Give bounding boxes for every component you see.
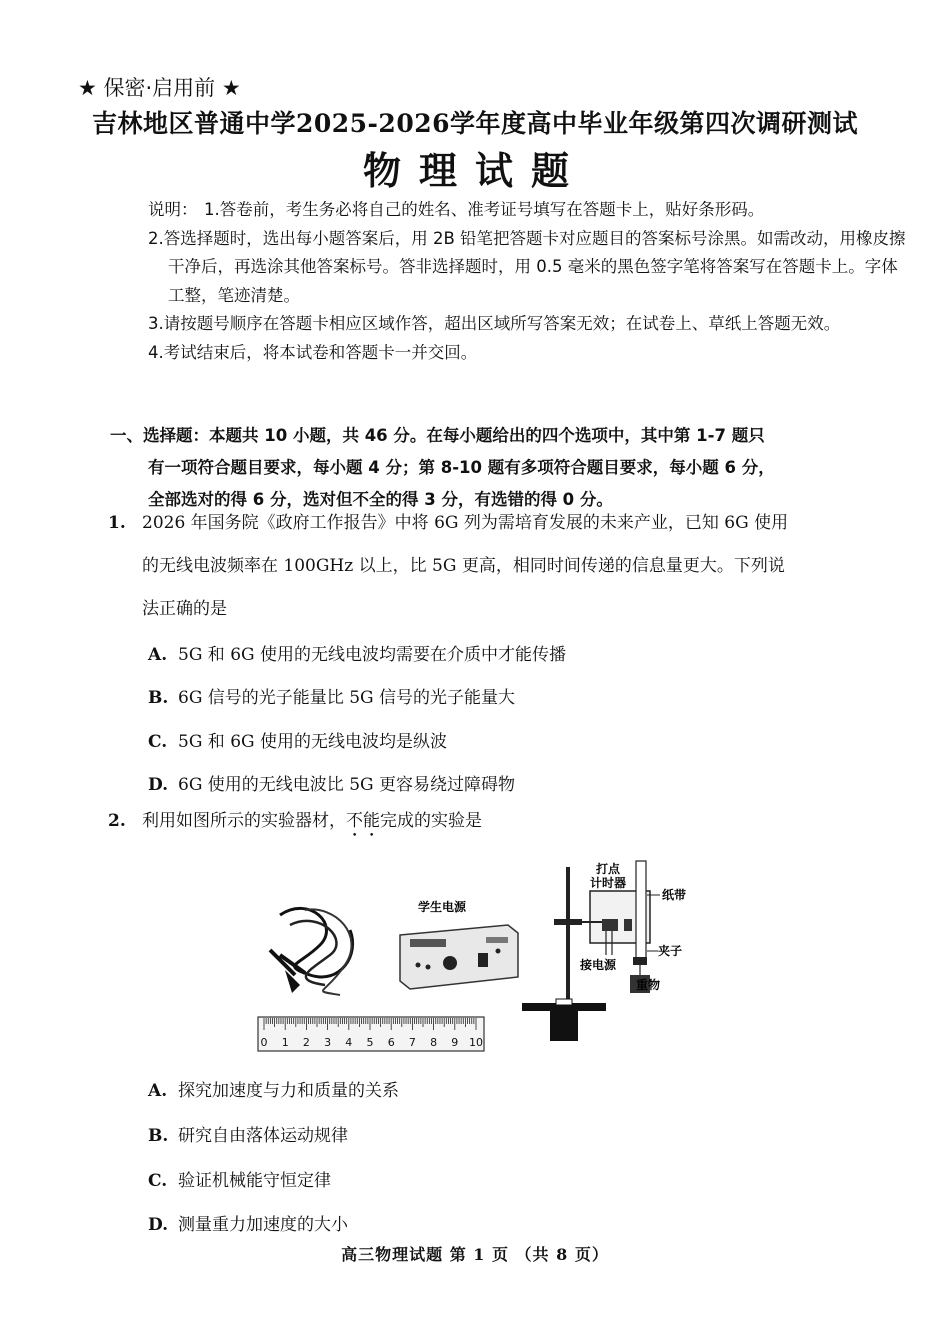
- question-text: 法正确的是: [142, 599, 227, 619]
- question-text: 2026 年国务院《政府工作报告》中将 6G 列为需培育发展的未来产业，已知 6G 使用: [142, 513, 789, 533]
- ruler-tick-label: 7: [408, 1036, 416, 1049]
- clip-label: 夹子: [658, 944, 683, 958]
- ruler-tick-label: 6: [387, 1036, 395, 1049]
- power-connection-label: 接电源: [580, 958, 617, 972]
- power-supply-image: [400, 925, 518, 989]
- section-line: 有一项符合题目要求，每小题 4 分；第 8-10 题有多项符合题目要求，每小题 6 分，: [148, 458, 775, 477]
- weight-label: 重物: [636, 978, 661, 992]
- q1-option-d: D. 6G 使用的无线电波比 5G 更容易绕过障碍物: [148, 775, 516, 795]
- q1-option-c: C. 5G 和 6G 使用的无线电波均是纵波: [148, 732, 448, 752]
- question-2: [108, 800, 868, 843]
- ruler-tick-label: 1: [281, 1036, 289, 1049]
- q2-option-a: A. 探究加速度与力和质量的关系: [148, 1081, 399, 1101]
- exam-title: 吉林地区普通中学2025-2026学年度高中毕业年级第四次调研测试: [91, 109, 859, 138]
- ruler-tick-label: 3: [324, 1036, 332, 1049]
- instructions: [148, 196, 908, 367]
- question-text: 完成的实验是: [380, 811, 482, 831]
- q2-option-d: D. 测量重力加速度的大小: [148, 1215, 348, 1235]
- q1-option-a: A. 5G 和 6G 使用的无线电波均需要在介质中才能传播: [148, 645, 567, 665]
- subject-title: 物理试题: [362, 148, 587, 193]
- power-supply-label: 学生电源: [418, 900, 467, 914]
- ruler-tick-label: 8: [430, 1036, 438, 1049]
- instruction-item: 3.请按题号顺序在答题卡相应区域作答，超出区域所写答案无效；在试卷上、草纸上答题无效。: [148, 314, 841, 333]
- wires-image: [258, 895, 374, 1000]
- q2-option-c: C. 验证机械能守恒定律: [148, 1171, 331, 1191]
- ruler-tick-label: 10: [469, 1036, 483, 1049]
- ruler: [258, 1017, 484, 1051]
- question-text: 利用如图所示的实验器材，: [142, 811, 346, 831]
- ruler-tick-label: 9: [451, 1036, 459, 1049]
- section-line: 全部选对的得 6 分，选对但不全的得 3 分，有选错的得 0 分。: [148, 490, 613, 509]
- question-1: [108, 502, 868, 631]
- instructions-label: 说明：: [148, 200, 198, 219]
- page-footer: 高三物理试题 第 1 页 （共 8 页）: [341, 1245, 609, 1264]
- question-number: 1.: [108, 513, 126, 533]
- confidential-mark: ★ 保密·启用前 ★: [78, 76, 241, 100]
- tape-label: 纸带: [662, 888, 687, 902]
- instruction-item: 2.答选择题时，选出每小题答案后，用 2B 铅笔把答题卡对应题目的答案标号涂黑。如需改动，用橡皮擦干净后，再选涂其他答案标号。答非选择题时，用 0.5 毫米的黑色签字笔将答案写在答题卡上。字体工整，笔迹清楚。: [148, 228, 906, 305]
- q1-option-b: B. 6G 信号的光子能量比 5G 信号的光子能量大: [148, 688, 516, 708]
- question-emphasis: 不能: [346, 811, 380, 831]
- timer-label: 打点: [596, 862, 621, 876]
- timer-label: 计时器: [590, 876, 627, 890]
- ruler-tick-label: 4: [345, 1036, 353, 1049]
- ruler-tick-label: 2: [302, 1036, 310, 1049]
- q2-option-b: B. 研究自由落体运动规律: [148, 1126, 348, 1146]
- instruction-item: 1.答卷前，考生务必将自己的姓名、准考证号填写在答题卡上，贴好条形码。: [204, 200, 765, 219]
- apparatus-figure: [250, 855, 710, 1055]
- ruler-tick-label: 5: [366, 1036, 374, 1049]
- ruler-tick-label: 0: [260, 1036, 268, 1049]
- section-line: 一、选择题：本题共 10 小题，共 46 分。在每小题给出的四个选项中，其中第 1-7 题只: [110, 426, 765, 445]
- instruction-item: 4.考试结束后，将本试卷和答题卡一并交回。: [148, 342, 478, 362]
- question-number: 2.: [108, 811, 126, 831]
- question-text: 的无线电波频率在 100GHz 以上，比 5G 更高，相同时间传递的信息量更大。下列说: [142, 556, 785, 576]
